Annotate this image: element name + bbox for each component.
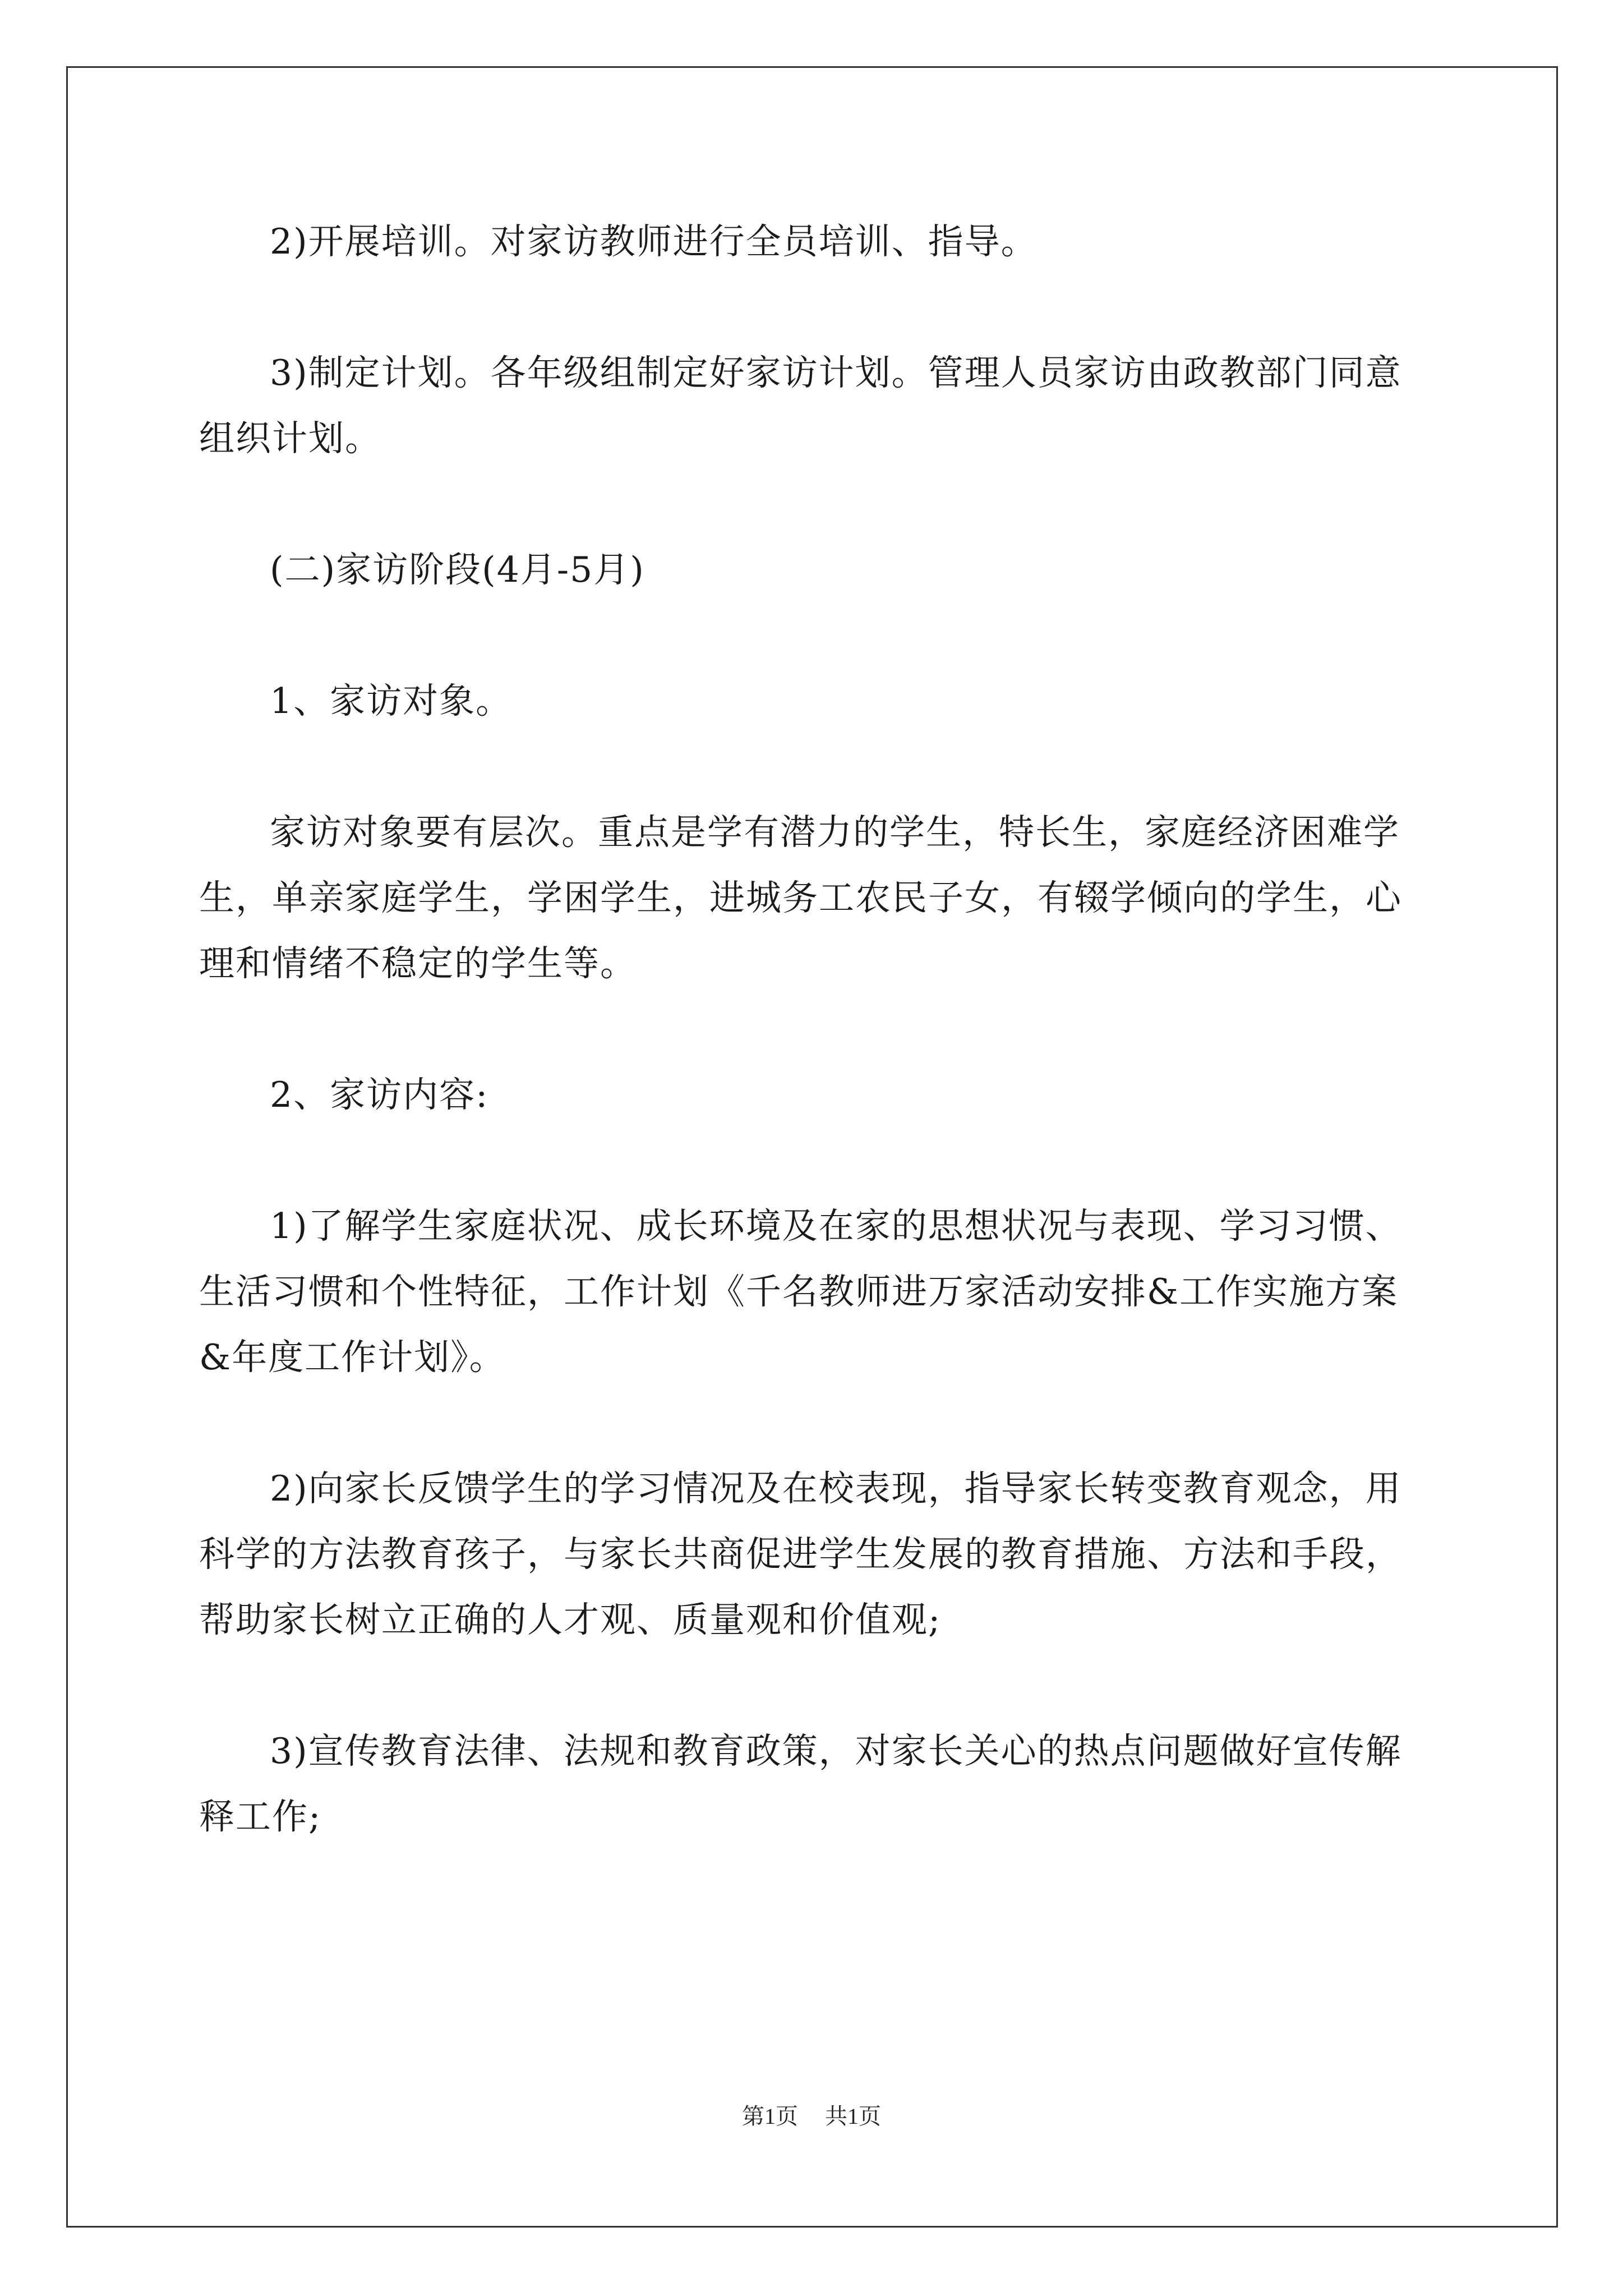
page-footer: [0, 2101, 1623, 2132]
paragraph: 2)开展培训。对家访教师进行全员培训、指导。: [270, 221, 1038, 262]
paragraph: 3)宣传教育法律、法规和教育政策，对家长关心的热点问题做好宣传解释工作;: [199, 1731, 1402, 1837]
page-total: 共1页: [825, 2104, 881, 2129]
section-heading: (二)家访阶段(4月-5月): [270, 549, 645, 590]
subheading: 1、家访对象。: [270, 680, 513, 721]
paragraph: 3)制定计划。各年级组制定好家访计划。管理人员家访由政教部门同意组织计划。: [199, 352, 1402, 459]
page-number: 第1页: [742, 2104, 798, 2129]
paragraph: 家访对象要有层次。重点是学有潜力的学生，特长生，家庭经济困难学生，单亲家庭学生，学困学生，进城务工农民子女，有辍学倾向的学生，心理和情绪不稳定的学生等。: [199, 812, 1402, 984]
subheading: 2、家访内容:: [270, 1074, 489, 1115]
paragraph: 2)向家长反馈学生的学习情况及在校表现，指导家长转变教育观念，用科学的方法教育孩子，与家长共商促进学生发展的教育措施、方法和手段，帮助家长树立正确的人才观、质量观和价值观;: [199, 1468, 1402, 1640]
document-body: [199, 209, 1430, 1849]
paragraph: 1)了解学生家庭状况、成长环境及在家的思想状况与表现、学习习惯、生活习惯和个性特征，工作计划《千名教师进万家活动安排&工作实施方案&年度工作计划》。: [199, 1205, 1402, 1378]
